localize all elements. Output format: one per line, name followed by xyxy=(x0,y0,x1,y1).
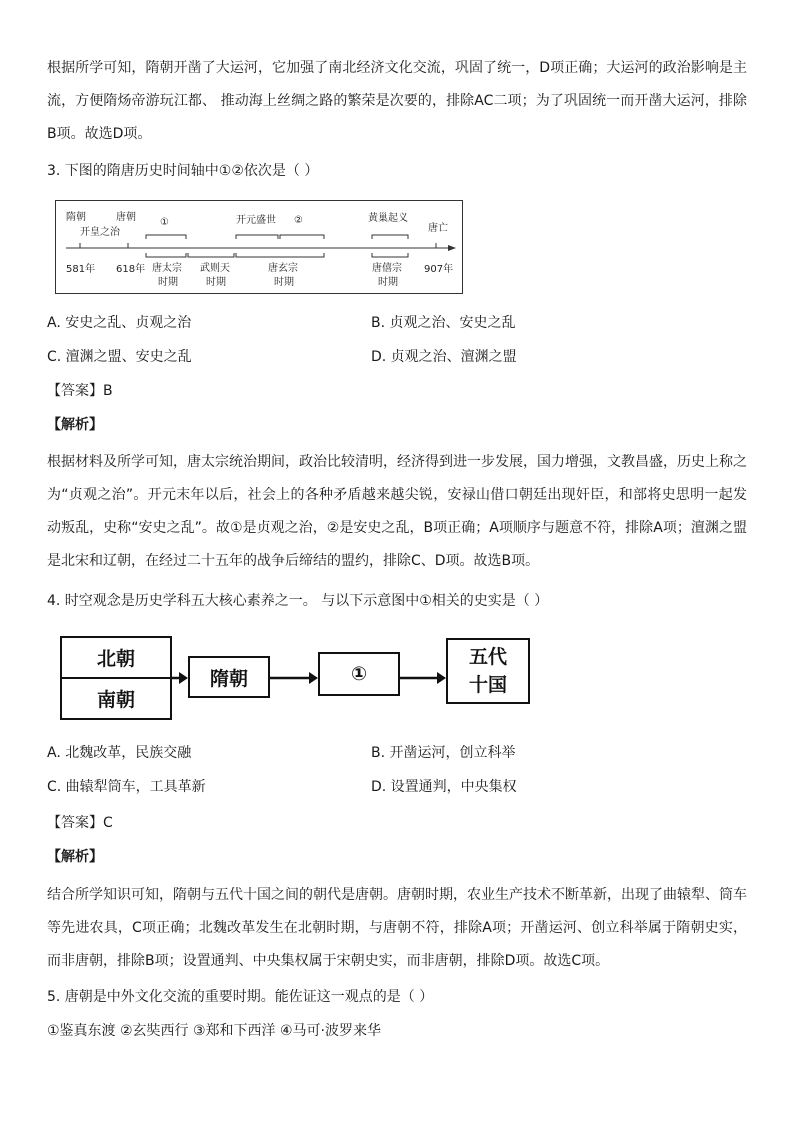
timeline-wuzetian-line1: 武则天 xyxy=(200,263,230,274)
arrow-right-icon xyxy=(400,670,446,686)
arrow-right-icon xyxy=(270,670,318,686)
q3-answer: 【答案】B xyxy=(47,383,113,399)
q4-option-d: D. 设置通判，中央集权 xyxy=(371,779,517,795)
q4-option-a: A. 北魏改革，民族交融 xyxy=(47,745,192,761)
timeline-xizong-line1: 唐僖宗 xyxy=(372,263,402,274)
timeline-xizong-line2: 时期 xyxy=(378,277,398,288)
timeline-svg xyxy=(56,201,464,295)
question-4-stem: 4. 时空观念是历史学科五大核心素养之一。 与以下示意图中①相关的史实是（ ） xyxy=(47,593,549,609)
arrow-right-icon xyxy=(172,670,188,686)
q4-answer: 【答案】C xyxy=(47,815,113,831)
timeline-taizong-line1: 唐太宗 xyxy=(152,263,182,274)
south-dynasty-label: 南朝 xyxy=(62,677,170,718)
q3-analysis: 根据材料及所学可知，唐太宗统治期间，政治比较清明，经济得到进一步发展，国力增强，文教昌盛，历史上称之为“贞观之治”。开元末年以后，社会上的各种矛盾越来越尖锐，安禄山借口朝廷出现奸臣，和部将史思明一起发动叛乱，史称“安史之乱”。故①是贞观之治，②是安史之乱，B项正确；A项顺序与题意不符，排除A项；澶渊之盟是北宋和辽朝，在经过二十五年的战争后缔结的盟约，排除C、D项。故选B项。 xyxy=(47,454,747,569)
timeline-kaiyuan-label: 开元盛世 xyxy=(236,215,276,226)
timeline-marker-1: ① xyxy=(160,217,169,228)
intro-paragraph: 根据所学可知，隋朝开凿了大运河，它加强了南北经济文化交流，巩固了统一，D项正确；大运河的政治影响是主流，方便隋炀帝游玩江都、 推动海上丝绸之路的繁荣是次要的，排除AC二项；为了巩固统一而开凿大运河，排除B项。故选D项。 xyxy=(47,60,747,142)
sui-box: 隋朝 xyxy=(188,656,270,698)
timeline-huangchao-label: 黄巢起义 xyxy=(368,213,408,224)
timeline-year-618: 618年 xyxy=(116,264,146,275)
q4-option-b: B. 开凿运河，创立科举 xyxy=(371,745,516,761)
wudai-shiguo-box xyxy=(446,638,530,704)
wudai-line1: 五代 xyxy=(468,646,507,668)
question-3-stem: 3. 下图的隋唐历史时间轴中①②依次是（ ） xyxy=(47,163,319,179)
timeline-sui-label: 隋朝 xyxy=(66,212,86,223)
timeline-xuanzong-line2: 时期 xyxy=(274,277,294,288)
unknown-dynasty-box: ① xyxy=(318,652,400,696)
north-dynasty-label: 北朝 xyxy=(96,648,135,670)
timeline-year-581: 581年 xyxy=(66,264,96,275)
timeline-wuzetian-line2: 时期 xyxy=(206,277,226,288)
wudai-line2: 十国 xyxy=(468,674,507,696)
timeline-figure xyxy=(55,200,463,294)
dynasty-flow-diagram xyxy=(60,636,530,720)
timeline-xuanzong-line1: 唐玄宗 xyxy=(268,263,298,274)
q3-option-c: C. 澶渊之盟、安史之乱 xyxy=(47,349,192,365)
timeline-tang-label: 唐朝 xyxy=(116,212,136,223)
q3-option-b: B. 贞观之治、安史之乱 xyxy=(371,315,516,331)
question-5-stem: 5. 唐朝是中外文化交流的重要时期。能佐证这一观点的是（ ） xyxy=(47,989,434,1005)
q4-analysis: 结合所学知识可知，隋朝与五代十国之间的朝代是唐朝。唐朝时期，农业生产技术不断革新，出现了曲辕犁、筒车等先进农具，C项正确；北魏改革发生在北朝时期，与唐朝不符，排除A项；开凿运河、创立科举属于隋朝史实，而非唐朝，排除B项；设置通判、中央集权属于宋朝史实，而非唐朝，排除D项。故选C项。 xyxy=(47,887,747,969)
north-south-box xyxy=(60,636,172,720)
q3-option-d: D. 贞观之治、澶渊之盟 xyxy=(371,349,517,365)
timeline-year-907: 907年 xyxy=(424,264,454,275)
q5-items: ①鉴真东渡 ②玄奘西行 ③郑和下西洋 ④马可·波罗来华 xyxy=(47,1023,382,1039)
timeline-marker-2: ② xyxy=(294,215,303,226)
q3-option-a: A. 安史之乱、贞观之治 xyxy=(47,315,192,331)
q4-option-c: C. 曲辕犁筒车，工具革新 xyxy=(47,779,206,795)
timeline-kaihuang-label: 开皇之治 xyxy=(80,227,120,238)
timeline-taizong-line2: 时期 xyxy=(158,277,178,288)
timeline-tangwang-label: 唐亡 xyxy=(428,223,448,234)
q3-analysis-heading: 【解析】 xyxy=(47,417,103,433)
q4-analysis-heading: 【解析】 xyxy=(47,849,103,865)
